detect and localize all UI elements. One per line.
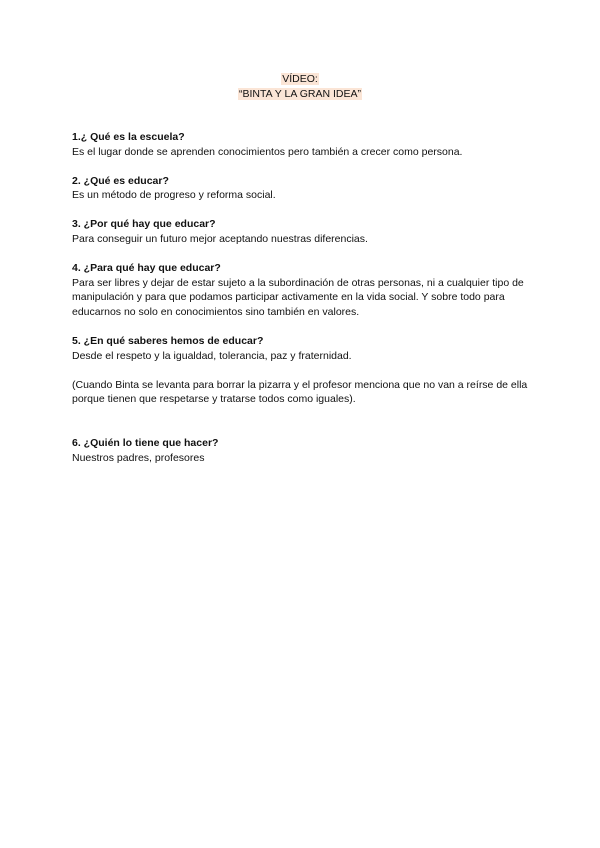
document-title [0,72,600,102]
question-5: 5. ¿En qué saberes hemos de educar? [72,334,264,347]
section-2 [72,174,532,204]
section-4 [72,261,532,320]
answer-3: Para conseguir un futuro mejor aceptando nuestras diferencias. [72,232,368,245]
question-3: 3. ¿Por qué hay que educar? [72,218,216,231]
answer-1: Es el lugar donde se aprenden conocimientos pero también a crecer como persona. [72,145,463,158]
title-line-1: VÍDEO: [282,73,318,85]
answer-6: Nuestros padres, profesores [72,451,205,464]
section-5 [72,334,532,407]
section-6 [72,436,532,466]
answer-2: Es un método de progreso y reforma social. [72,189,276,202]
title-line-2: “BINTA Y LA GRAN IDEA” [239,88,361,100]
section-1 [72,130,532,160]
question-2: 2. ¿Qué es educar? [72,174,169,187]
note-5: (Cuando Binta se levanta para borrar la pizarra y el profesor menciona que no van a reírse de ella porque tienen que respetarse y tratarse todos como iguales). [72,378,528,406]
question-1: 1.¿ Qué es la escuela? [72,131,185,143]
answer-5: Desde el respeto y la igualdad, tolerancia, paz y fraternidad. [72,349,352,362]
question-6: 6. ¿Quién lo tiene que hacer? [72,437,219,450]
question-4: 4. ¿Para qué hay que educar? [72,261,221,274]
answer-4: Para ser libres y dejar de estar sujeto a la subordinación de otras personas, ni a cualquier tipo de manipulación y para que podamos participar activamente en la vida social. Y sobre todo para educarnos no solo en conocimientos sino también en valores. [72,276,524,319]
section-3 [72,217,532,247]
questionnaire [72,130,532,466]
